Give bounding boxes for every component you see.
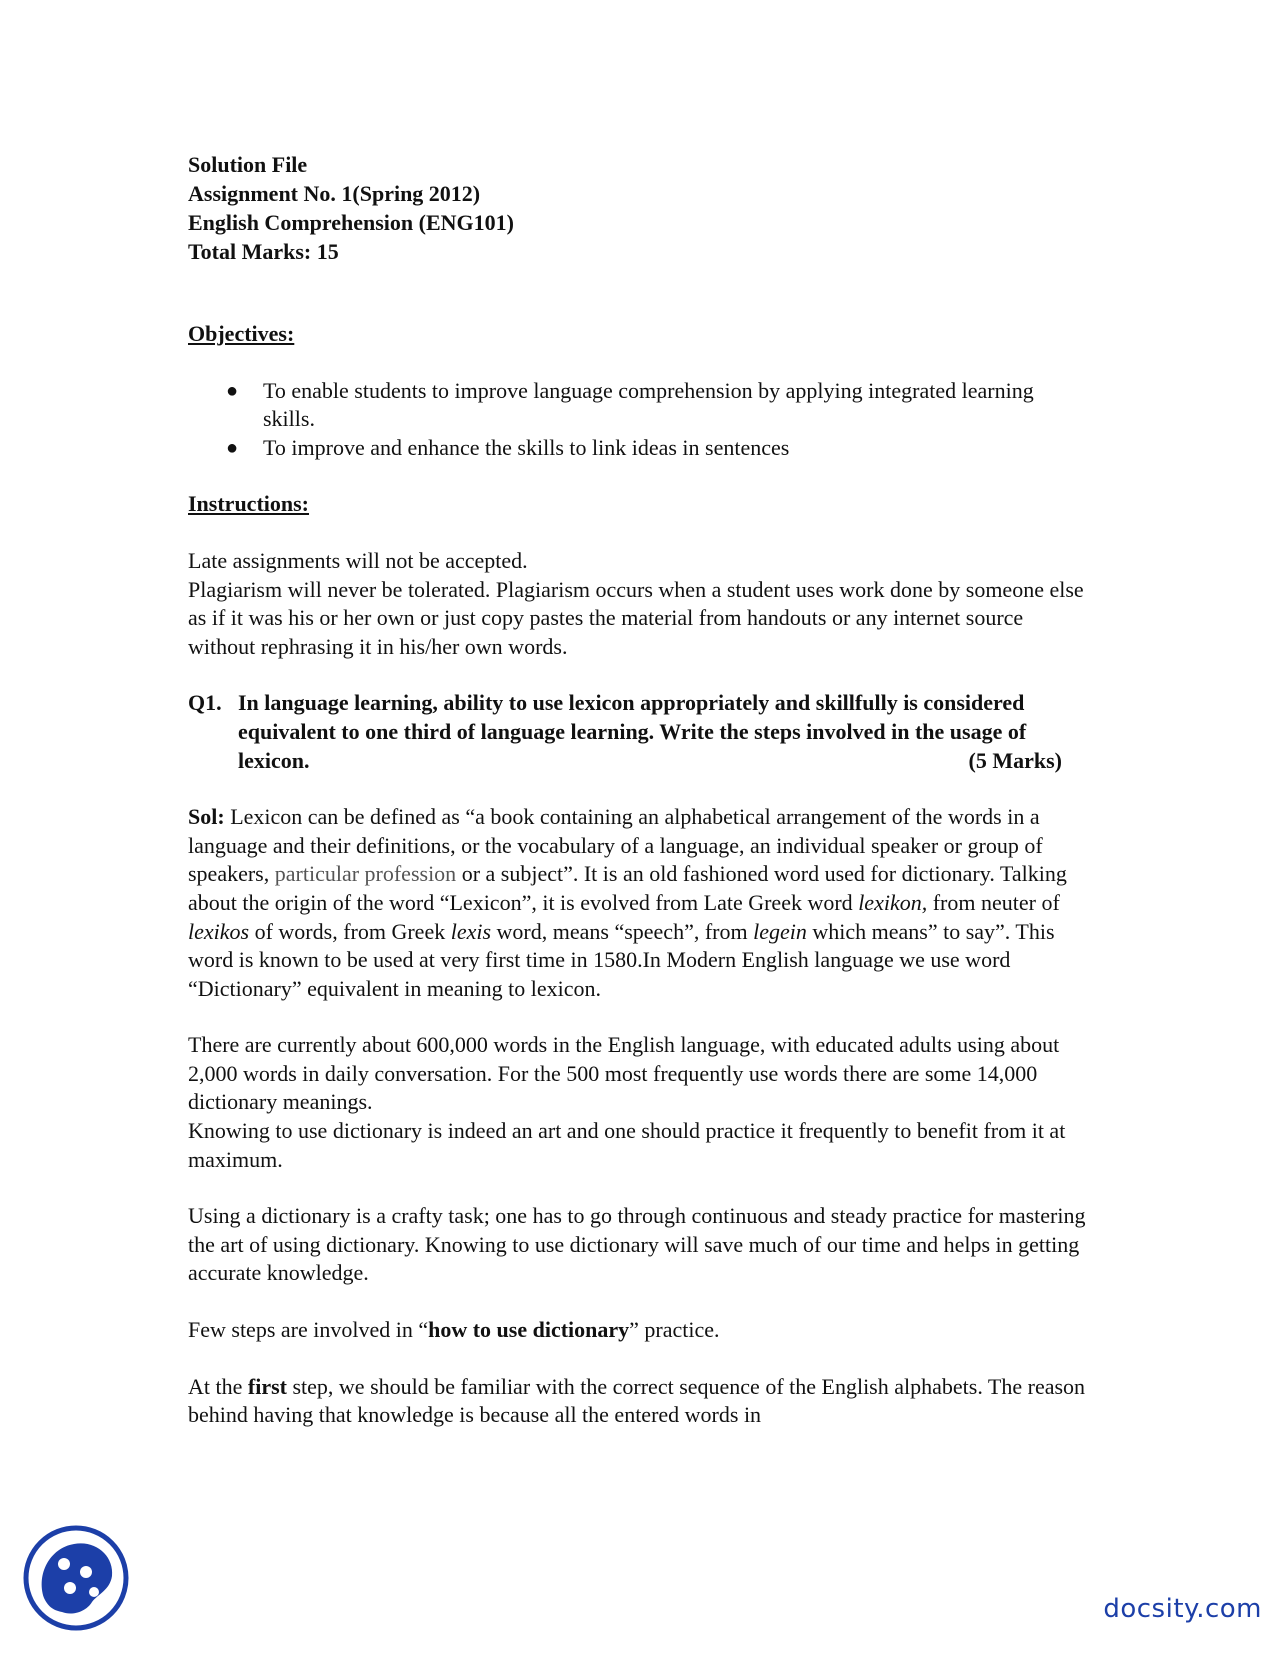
instruction-late: Late assignments will not be accepted. xyxy=(188,547,528,573)
paragraph-crafty-task: Using a dictionary is a crafty task; one has to go through continuous and steady practice for mastering the art of using dictionary. Knowing to use dictionary will save much of our time and helps in getting accurate knowledge. xyxy=(188,1203,1086,1286)
objectives-heading: Objectives: xyxy=(188,321,295,346)
solution-paragraph: Sol: Lexicon can be defined as “a book containing an alphabetical arrangement of the words in a language and their definitions, or the vocabulary of a language, an individual speaker or group of speakers, particular profession or a subject”. It is an old fashioned word used for dictionary. Talking about the origin of the word “Lexicon”, it is evolved from Late Greek word lexikon, from neuter of lexikos of words, from Greek lexis word, means “speech”, from legein which means” to say”. This word is known to be used at very first time in 1580.In Modern English language we use word “Dictionary” equivalent in meaning to lexicon. xyxy=(188,804,1067,1001)
paragraph-first-step: At the first step, we should be familiar with the correct sequence of the English alphabets. The reason behind having that knowledge is because all the entered words in xyxy=(188,1373,1086,1428)
question-text: In language learning, ability to use lexicon appropriately and skillfully is considered equivalent to one third of language learning. Write the steps involved in the usage of lexicon. xyxy=(238,690,1027,773)
assignment-number: Assignment No. 1(Spring 2012) xyxy=(188,181,481,206)
docsity-brand-link[interactable]: docsity.com xyxy=(1103,1594,1262,1624)
bullet-icon: ● xyxy=(226,436,239,459)
highlighted-phrase: particular profession xyxy=(274,861,457,887)
course-name: English Comprehension (ENG101) xyxy=(188,210,514,235)
term-lexikos: lexikos xyxy=(188,918,250,944)
term-lexis: lexis xyxy=(450,918,492,944)
paragraph-word-count: There are currently about 600,000 words in the English language, with educated adults using about 2,000 words in daily conversation. For the 500 most frequently use words there are some 14,000 dictionary meanings. xyxy=(188,1032,1060,1115)
question-number: Q1. xyxy=(188,690,222,716)
total-marks: Total Marks: 15 xyxy=(188,239,339,264)
docsity-logo-icon[interactable] xyxy=(22,1524,130,1632)
paragraph-art: Knowing to use dictionary is indeed an art and one should practice it frequently to benefit from it at maximum. xyxy=(188,1118,1066,1172)
paragraph-steps: Few steps are involved in “how to use dictionary” practice. xyxy=(188,1317,720,1343)
steps-phrase: how to use dictionary xyxy=(428,1317,630,1343)
instruction-plagiarism: Plagiarism will never be tolerated. Plagiarism occurs when a student uses work done by someone else as if it was his or her own or just copy pastes the material from handouts or any internet source without rephrasing it in his/her own words. xyxy=(188,576,1084,659)
question-1 xyxy=(188,689,1088,775)
objectives-list xyxy=(188,377,1088,463)
doc-title: Solution File xyxy=(188,152,308,177)
solution-label: Sol: xyxy=(188,804,225,830)
first-word: first xyxy=(247,1373,287,1399)
question-marks: (5 Marks) xyxy=(968,747,1062,773)
term-lexikon: lexikon, xyxy=(858,889,928,915)
term-legein: legein xyxy=(753,918,807,944)
document-page xyxy=(188,150,1088,1430)
bullet-icon: ● xyxy=(226,379,239,402)
objective-item: ● To enable students to improve language comprehension by applying integrated learning skills. xyxy=(226,377,1034,432)
instructions-heading: Instructions: xyxy=(188,491,310,517)
objective-item: ● To improve and enhance the skills to link ideas in sentences xyxy=(188,434,1088,463)
